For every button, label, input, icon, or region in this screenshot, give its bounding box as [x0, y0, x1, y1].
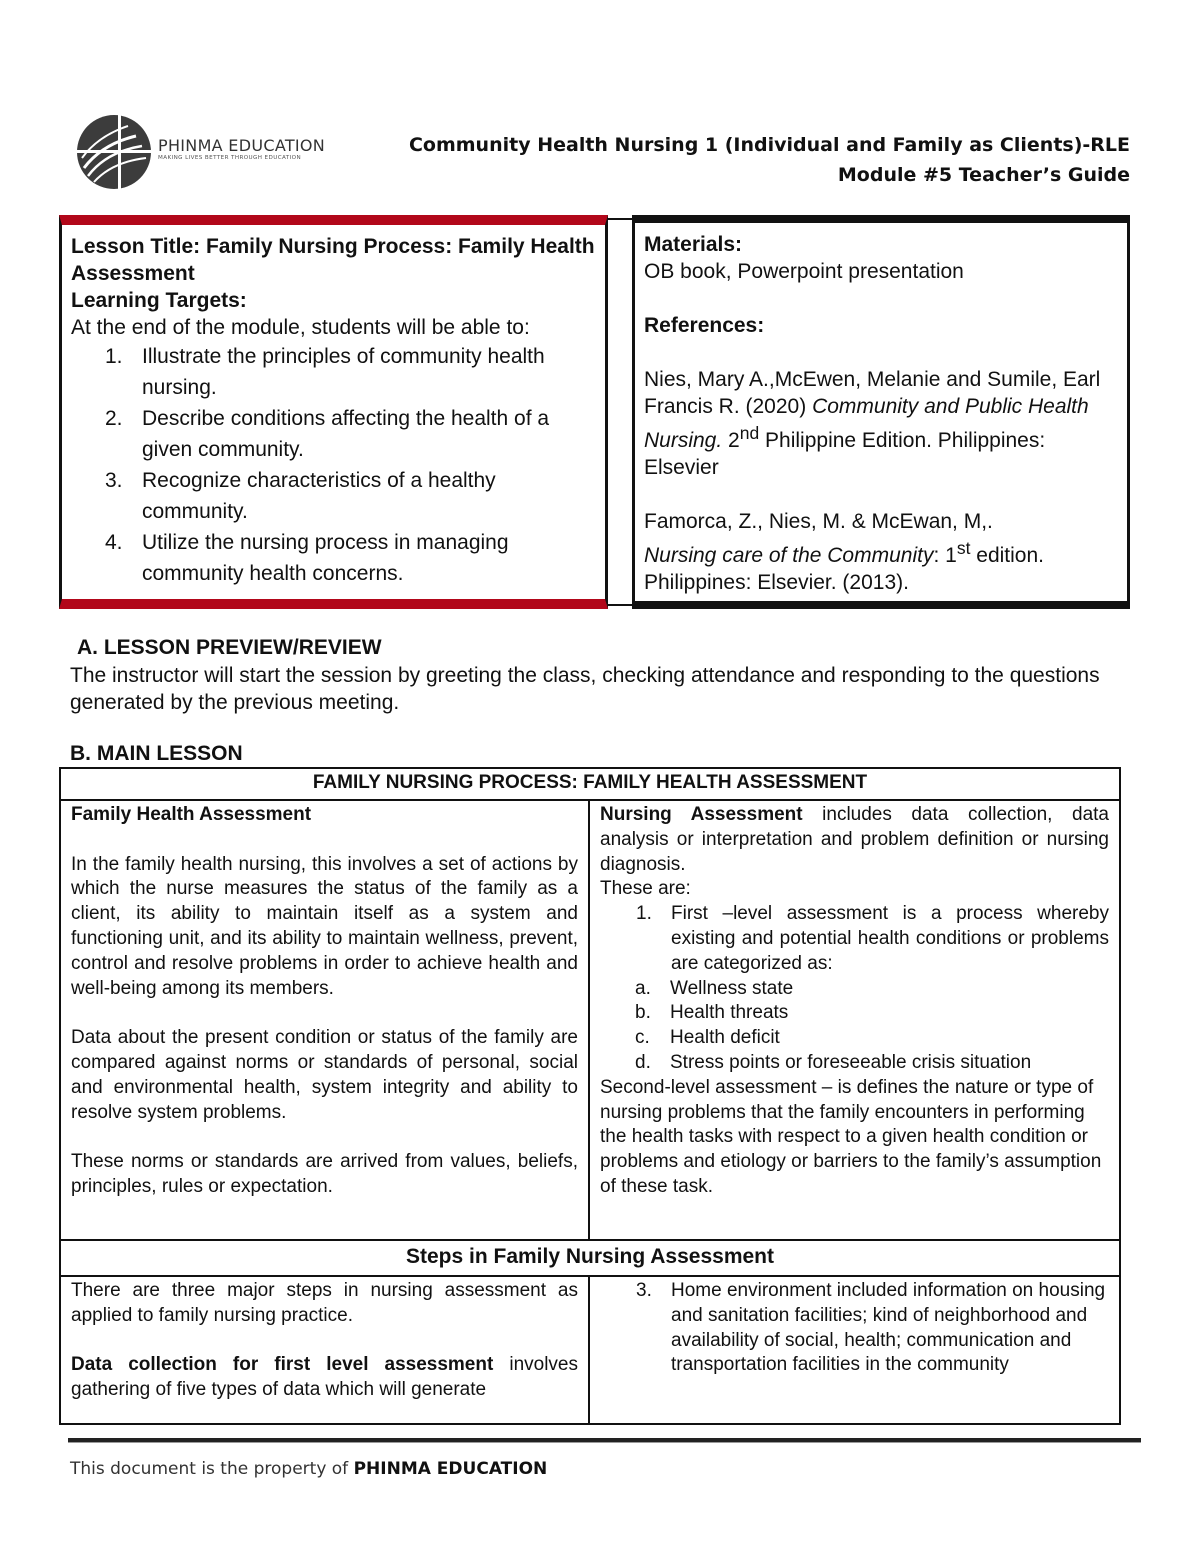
list-item	[600, 1051, 1109, 1076]
spacer	[644, 339, 1119, 366]
list-item	[600, 1026, 1109, 1051]
list-item	[71, 403, 595, 465]
paragraph: These norms or standards are arrived from values, beliefs, principles, rules or expectation.	[71, 1151, 578, 1197]
assessment-levels-list	[600, 902, 1109, 1076]
list-item	[600, 902, 1109, 1076]
steps-list	[600, 1279, 1109, 1378]
list-letter: c.	[635, 1027, 650, 1049]
learning-targets-intro: At the end of the module, students will be able to:	[71, 316, 530, 339]
page-header	[0, 0, 1200, 200]
list-number: 4.	[105, 531, 123, 554]
reference-publisher: edition. Philippines: Elsevier. (2013).	[644, 544, 1044, 594]
reference-1	[644, 366, 1119, 481]
table-title: FAMILY NURSING PROCESS: FAMILY HEALTH ASSESSMENT	[60, 768, 1120, 800]
reference-book-title: Nursing care of the Community	[644, 544, 934, 567]
list-item-text: Recognize characteristics of a healthy community.	[142, 469, 496, 523]
list-item-text: First –level assessment is a process whereby existing and potential health conditions or problems are categorized as:	[671, 903, 1109, 974]
list-number: 3.	[105, 469, 123, 492]
materials-text: OB book, Powerpoint presentation	[644, 260, 964, 283]
reference-edition: 2	[722, 429, 740, 452]
box-connector	[608, 218, 632, 606]
reference-edition-suffix: nd	[739, 423, 760, 443]
main-lesson-table	[59, 767, 1121, 1425]
list-item-text: Wellness state	[670, 977, 794, 999]
list-item-text: Utilize the nursing process in managing community health concerns.	[142, 531, 509, 585]
table-row	[60, 800, 1120, 1240]
paragraph	[71, 1353, 578, 1403]
list-item	[71, 341, 595, 403]
cell-heading: Family Health Assessment	[71, 804, 312, 825]
course-title: Community Health Nursing 1 (Individual and Family as Clients)-RLE	[408, 134, 1130, 156]
list-item	[71, 465, 595, 527]
term-bold: Data collection for first level assessment	[71, 1354, 494, 1376]
list-number: 1.	[105, 345, 123, 368]
list-letter: b.	[635, 1002, 651, 1024]
list-number: 1.	[636, 903, 652, 925]
footer-text	[70, 1459, 547, 1479]
steps-right-cell	[589, 1276, 1120, 1424]
list-number: 3.	[636, 1280, 652, 1301]
list-item-text: Stress points or foreseeable crisis situation	[670, 1051, 1032, 1073]
list-letter: a.	[635, 977, 651, 999]
list-item-text: Describe conditions affecting the health of a given community.	[142, 407, 550, 461]
logo-wordmark: PHINMA EDUCATION	[158, 136, 326, 155]
list-item-text: Health threats	[670, 1002, 789, 1024]
section-a-text: The instructor will start the session by greeting the class, checking attendance and responding to the questions generated by the previous meeting.	[70, 664, 1100, 714]
list-number: 2.	[105, 407, 123, 430]
list-item	[71, 527, 595, 589]
module-title: Module #5 Teacher’s Guide	[837, 164, 1130, 186]
list-item	[600, 1279, 1109, 1378]
logo-tagline: MAKING LIVES BETTER THROUGH EDUCATION	[158, 155, 302, 161]
lesson-box	[59, 215, 608, 609]
spacer	[71, 1329, 578, 1354]
spacer	[71, 828, 578, 853]
footer-prefix: This document is the property of	[70, 1459, 354, 1479]
reference-authors: Nies, Mary A.,McEwen, Melanie and Sumile, Earl Francis R. (2020)	[644, 368, 1101, 418]
paragraph: Second-level assessment – is defines the nature or type of nursing problems that the family encounters in performing the health tasks with respect to a given health condition or problems and etiology or barriers to the family’s assumption of these task.	[600, 1076, 1102, 1197]
table-row	[60, 768, 1120, 800]
list-item-text: Health deficit	[670, 1027, 780, 1049]
spacer	[71, 1125, 578, 1150]
reference-authors: Famorca, Z., Nies, M. & McEwan, M,.	[644, 510, 993, 533]
phinma-globe-icon	[74, 112, 154, 192]
steps-title: Steps in Family Nursing Assessment	[60, 1240, 1120, 1276]
term-bold: Nursing Assessment	[600, 804, 803, 825]
term-definition: involves gathering of five types of data which will generate	[71, 1354, 578, 1401]
nursing-assessment-cell	[589, 800, 1120, 1240]
list-item	[600, 977, 1109, 1002]
reference-2	[644, 508, 1119, 596]
list-item-text: Home environment included information on housing and sanitation facilities; kind of neighborhood and availability of social, health; communication and transportation facilities in the community	[671, 1280, 1106, 1376]
paragraph	[600, 803, 1109, 877]
list-item-text: Illustrate the principles of community health nursing.	[142, 345, 545, 399]
paragraph: Data about the present condition or status of the family are compared against norms or standards of personal, social and environmental health, system integrity and ability to resolve system problems.	[71, 1027, 578, 1123]
spacer	[644, 285, 1119, 312]
these-are-label: These are:	[600, 878, 691, 900]
steps-left-cell	[60, 1276, 589, 1424]
reference-book-title: Community and Public Health Nursing.	[644, 395, 1089, 452]
list-item	[600, 1001, 1109, 1026]
lesson-title: Lesson Title: Family Nursing Process: Family Health Assessment	[71, 235, 595, 285]
paragraph: In the family health nursing, this involves a set of actions by which the nurse measures the status of the family as a client, its ability to maintain itself as a system and functioning unit, and its ability to maintain wellness, prevent, control and resolve problems in order to achieve health and well-being among its members.	[71, 853, 578, 999]
section-b-heading: B. MAIN LESSON	[70, 742, 243, 765]
family-health-assessment-cell	[60, 800, 589, 1240]
materials-box	[632, 215, 1130, 609]
category-list	[600, 977, 1109, 1076]
phinma-logo	[74, 112, 334, 192]
learning-targets-list	[71, 341, 595, 589]
spacer	[644, 481, 1119, 508]
footer-org: PHINMA EDUCATION	[353, 1459, 548, 1479]
table-row	[60, 1276, 1120, 1424]
paragraph: There are three major steps in nursing assessment as applied to family nursing practice.	[71, 1280, 578, 1326]
table-row	[60, 1240, 1120, 1276]
materials-label: Materials:	[644, 233, 743, 256]
learning-targets-label: Learning Targets:	[71, 289, 247, 312]
reference-publisher: Philippine Edition. Philippines: Elsevier	[644, 429, 1046, 479]
reference-edition: : 1	[933, 544, 957, 567]
references-label: References:	[644, 314, 765, 337]
spacer	[71, 1001, 578, 1026]
term-definition: includes data collection, data analysis or interpretation and problem definition or nursing diagnosis.	[600, 804, 1109, 875]
reference-edition-suffix: st	[956, 538, 971, 558]
footer-divider	[68, 1438, 1141, 1443]
section-a-heading: A. LESSON PREVIEW/REVIEW	[77, 636, 382, 659]
list-letter: d.	[635, 1051, 651, 1073]
document-title	[409, 130, 1130, 190]
